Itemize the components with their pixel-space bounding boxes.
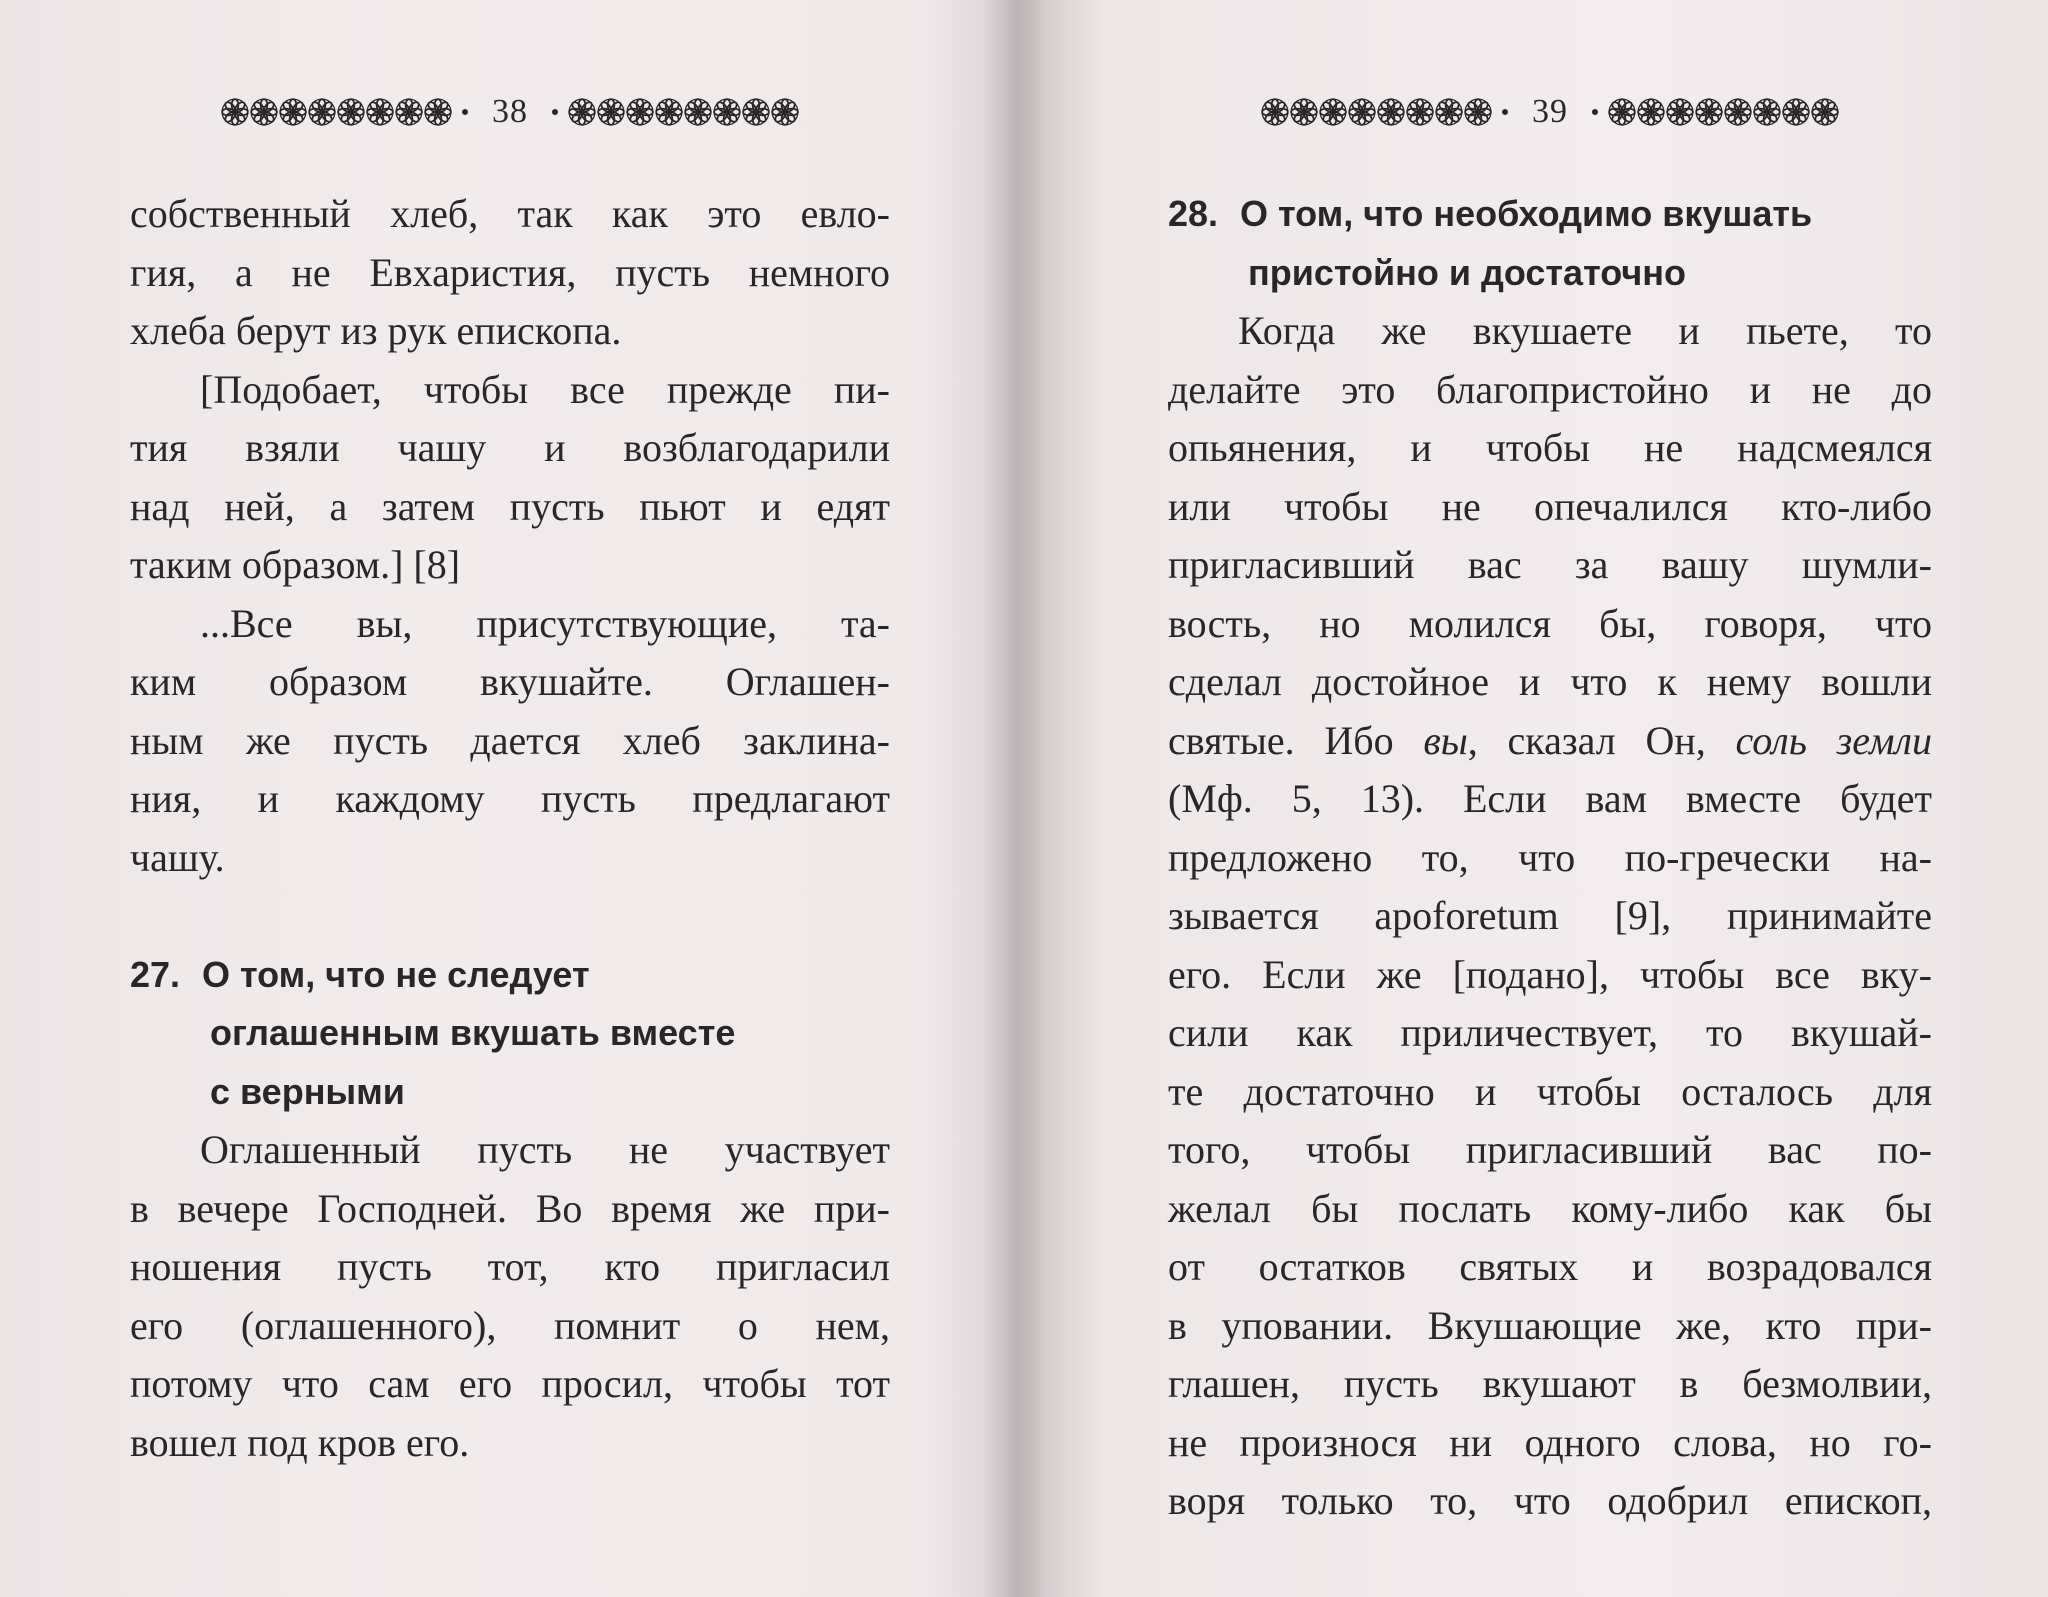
heading-text: О том, что необходимо вкушать <box>1240 193 1813 234</box>
section-gap <box>130 887 890 946</box>
rosette-icon <box>250 98 278 126</box>
text-line: те достаточно и чтобы осталось для <box>1168 1068 1932 1114</box>
text-line: [Подобает, чтобы все прежде пи- <box>200 366 890 412</box>
text-run: святые. Ибо <box>1168 717 1424 763</box>
right-page-text <box>1168 185 1932 1531</box>
rosette-icon <box>1435 98 1463 126</box>
text-line: от остатков святых и возрадовался <box>1168 1244 1932 1289</box>
italic-quote: вы <box>1423 717 1468 763</box>
rosette-icon <box>742 98 770 126</box>
text-line: чашу. <box>130 834 225 880</box>
text-line: сделал достойное и что к нему вошли <box>1168 659 1932 704</box>
rosette-icon <box>1464 98 1492 126</box>
rosette-icon <box>771 98 799 126</box>
ornament-left-a <box>221 98 452 126</box>
text-line: не произнося ни одного слова, но го- <box>1168 1419 1932 1465</box>
text-line: ким образом вкушайте. Оглашен- <box>130 659 890 704</box>
rosette-icon <box>279 98 307 126</box>
text-line: вошел под кров его. <box>130 1419 470 1465</box>
running-head-left <box>130 88 890 136</box>
text-line: ния, и каждому пусть предлагают <box>130 776 890 821</box>
rosette-icon <box>1637 98 1665 126</box>
section-heading-27 <box>130 946 890 1122</box>
rosette-icon <box>1261 98 1289 126</box>
ornament-right-a <box>1261 98 1492 126</box>
text-line: опьянения, и чтобы не надсмеялся <box>1168 425 1932 470</box>
rosette-icon <box>684 98 712 126</box>
page-number-right: 39 <box>1532 93 1568 130</box>
rosette-icon <box>395 98 423 126</box>
text-line: вость, но молился бы, говоря, что <box>1168 600 1932 646</box>
rosette-icon <box>1753 98 1781 126</box>
text-line: пригласивший вас за вашу шумли- <box>1168 542 1932 587</box>
text-line: ...Все вы, присутствующие, та- <box>200 600 890 646</box>
italic-quote: соль земли <box>1735 717 1932 763</box>
text-line: того, чтобы пригласивший вас по- <box>1168 1127 1932 1172</box>
ornament-dot <box>1592 109 1598 115</box>
rosette-icon <box>1666 98 1694 126</box>
text-run: , сказал Он, <box>1467 717 1736 763</box>
ornament-dot <box>1502 109 1508 115</box>
text-line: Когда же вкушаете и пьете, то <box>1238 308 1932 353</box>
rosette-icon <box>1377 98 1405 126</box>
text-line: глашен, пусть вкушают в безмолвии, <box>1168 1361 1932 1406</box>
text-line: гия, а не Евхаристия, пусть немного <box>130 249 890 295</box>
text-line: его. Если же [подано], чтобы все вку- <box>1168 951 1932 997</box>
text-line: потому что сам его просил, чтобы тот <box>130 1361 890 1406</box>
heading-line <box>1168 185 1932 244</box>
rosette-icon <box>308 98 336 126</box>
section-number: 27. <box>130 953 181 995</box>
page-number-left: 38 <box>492 93 528 130</box>
rosette-icon <box>1695 98 1723 126</box>
rosette-icon <box>1319 98 1347 126</box>
rosette-icon <box>597 98 625 126</box>
text-line: ношения пусть тот, кто пригласил <box>130 1244 890 1289</box>
running-head-right <box>1168 88 1932 136</box>
left-page <box>130 0 890 1597</box>
text-line: в уповании. Вкушающие же, кто при- <box>1168 1302 1932 1348</box>
text-line: Оглашенный пусть не участвует <box>200 1127 890 1172</box>
text-line <box>1168 712 1932 771</box>
heading-text: О том, что не следует <box>202 953 590 995</box>
text-line: в вечере Господней. Во время же при- <box>130 1185 890 1231</box>
rosette-icon <box>221 98 249 126</box>
text-line: предложено то, что по-гречески на- <box>1168 834 1932 880</box>
rosette-icon <box>655 98 683 126</box>
section-heading-28 <box>1168 185 1932 302</box>
rosette-icon <box>626 98 654 126</box>
heading-line: пристойно и достаточно <box>1248 251 1686 293</box>
ornament-right-b <box>1608 98 1839 126</box>
text-line: делайте это благопристойно и не до <box>1168 366 1932 412</box>
rosette-icon <box>1724 98 1752 126</box>
text-line: хлеба берут из рук епископа. <box>130 308 622 353</box>
text-line: (Мф. 5, 13). Если вам вместе будет <box>1168 776 1932 821</box>
text-line: собственный хлеб, так как это евло- <box>130 191 890 236</box>
rosette-icon <box>337 98 365 126</box>
text-line: тия взяли чашу и возблагодарили <box>130 425 890 470</box>
section-number: 28. <box>1168 193 1219 234</box>
rosette-icon <box>1290 98 1318 126</box>
rosette-icon <box>568 98 596 126</box>
text-line: таким образом.] [8] <box>130 542 461 587</box>
left-page-text <box>130 185 890 1472</box>
rosette-icon <box>366 98 394 126</box>
text-line: воря только то, что одобрил епископ, <box>1168 1478 1932 1523</box>
heading-line: оглашенным вкушать вместе <box>210 1012 736 1053</box>
rosette-icon <box>1406 98 1434 126</box>
ornament-dot <box>552 109 558 115</box>
rosette-icon <box>713 98 741 126</box>
text-line: или чтобы не опечалился кто-либо <box>1168 483 1932 529</box>
rosette-icon <box>1608 98 1636 126</box>
text-line: зывается apoforetum [9], принимайте <box>1168 893 1932 938</box>
text-line: его (оглашенного), помнит о нем, <box>130 1302 890 1348</box>
text-line: желал бы послать кому-либо как бы <box>1168 1185 1932 1231</box>
rosette-icon <box>1811 98 1839 126</box>
rosette-icon <box>1782 98 1810 126</box>
right-page <box>1168 0 1932 1597</box>
ornament-left-b <box>568 98 799 126</box>
ornament-dot <box>462 109 468 115</box>
rosette-icon <box>1348 98 1376 126</box>
gutter-shadow <box>984 0 1044 1597</box>
text-line: над ней, а затем пусть пьют и едят <box>130 483 890 529</box>
heading-line: с верными <box>210 1070 405 1112</box>
heading-line <box>130 946 890 1005</box>
text-line: ным же пусть дается хлеб заклина- <box>130 717 890 763</box>
text-line: сили как приличествует, то вкушай- <box>1168 1010 1932 1055</box>
rosette-icon <box>424 98 452 126</box>
